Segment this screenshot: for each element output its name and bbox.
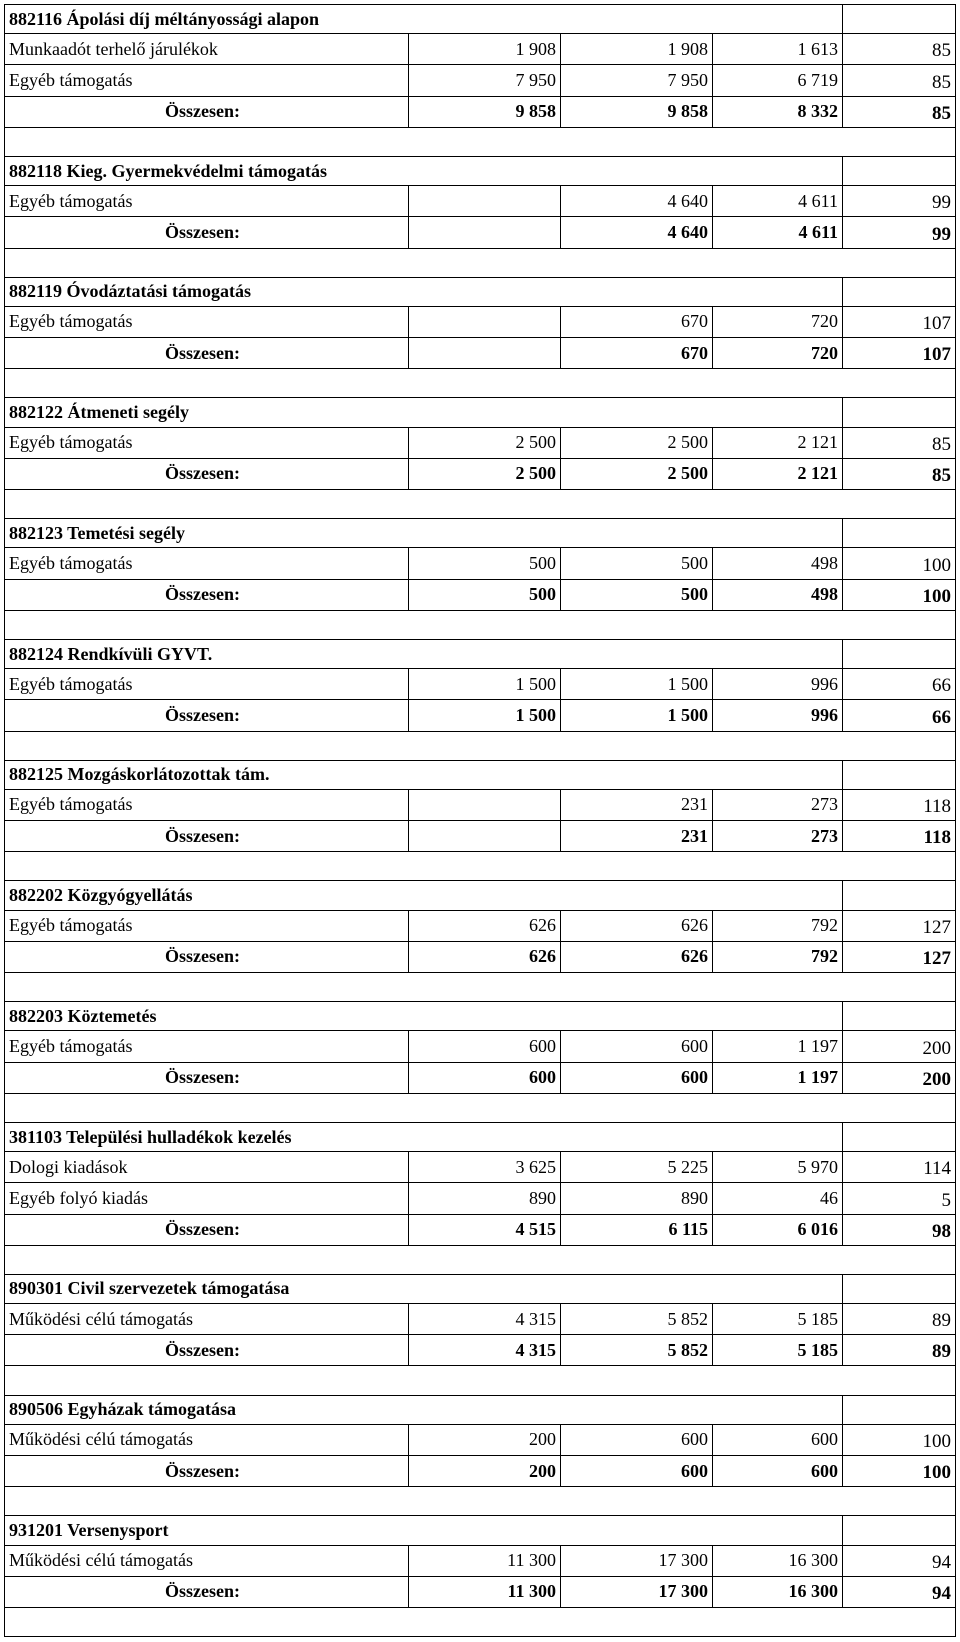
value-cell-v3: 1 197: [713, 1031, 843, 1062]
budget-table-body: [5, 5, 956, 1637]
value-cell-v3: 273: [713, 821, 843, 852]
percent-cell: 114: [843, 1152, 956, 1183]
item-row: [5, 910, 956, 941]
spacer-row: [5, 1366, 956, 1395]
value-cell-v2: 670: [561, 306, 713, 337]
value-cell-v2: 5 852: [561, 1335, 713, 1366]
section-header-row: [5, 639, 956, 668]
value-cell-v3: 600: [713, 1456, 843, 1487]
value-cell-v3: 16 300: [713, 1545, 843, 1576]
percent-cell: 118: [843, 789, 956, 820]
value-cell-v1: 3 625: [409, 1152, 561, 1183]
value-cell-v1: 600: [409, 1031, 561, 1062]
empty-cell: [409, 127, 956, 156]
item-row: [5, 548, 956, 579]
item-row: [5, 789, 956, 820]
section-header-row: [5, 881, 956, 910]
percent-cell: 85: [843, 427, 956, 458]
item-label: Egyéb támogatás: [5, 1031, 409, 1062]
value-cell-v1: 11 300: [409, 1576, 561, 1607]
percent-cell: 100: [843, 1424, 956, 1455]
value-cell-v3: 5 185: [713, 1335, 843, 1366]
empty-cell: [843, 1395, 956, 1424]
percent-cell: 94: [843, 1545, 956, 1576]
section-title: 882124 Rendkívüli GYVT.: [5, 639, 843, 668]
empty-cell: [843, 881, 956, 910]
spacer-row: [5, 1093, 956, 1122]
item-row: [5, 427, 956, 458]
empty-cell: [843, 156, 956, 185]
value-cell-v3: 1 613: [713, 34, 843, 65]
item-row: [5, 306, 956, 337]
item-row: [5, 1304, 956, 1335]
value-cell-v1: 2 500: [409, 427, 561, 458]
value-cell-v2: 626: [561, 910, 713, 941]
empty-cell: [5, 369, 409, 398]
value-cell-v3: 5 970: [713, 1152, 843, 1183]
total-label: Összesen:: [5, 1062, 409, 1093]
value-cell-v3: 8 332: [713, 96, 843, 127]
empty-cell: [409, 248, 956, 277]
section-title: 381103 Települési hulladékok kezelés: [5, 1122, 843, 1151]
section-title: 882202 Közgyógyellátás: [5, 881, 843, 910]
section-header-row: [5, 519, 956, 548]
item-label: Működési célú támogatás: [5, 1424, 409, 1455]
value-cell-v3: 792: [713, 910, 843, 941]
percent-cell: 85: [843, 458, 956, 489]
empty-cell: [409, 852, 956, 881]
empty-cell: [409, 1245, 956, 1274]
section-title: 882122 Átmeneti segély: [5, 398, 843, 427]
section-header-row: [5, 277, 956, 306]
value-cell-v3: 4 611: [713, 217, 843, 248]
spacer-row: [5, 369, 956, 398]
empty-cell: [409, 369, 956, 398]
value-cell-v1: 600: [409, 1062, 561, 1093]
empty-cell: [409, 1607, 956, 1636]
budget-table: [4, 4, 956, 1637]
percent-cell: 99: [843, 186, 956, 217]
section-header-row: [5, 398, 956, 427]
value-cell-v1: 7 950: [409, 65, 561, 96]
value-cell-v3: 4 611: [713, 186, 843, 217]
percent-cell: 107: [843, 306, 956, 337]
value-cell-v1: 9 858: [409, 96, 561, 127]
value-cell-v2: 5 852: [561, 1304, 713, 1335]
percent-cell: 200: [843, 1062, 956, 1093]
total-label: Összesen:: [5, 338, 409, 369]
value-cell-v3: 720: [713, 338, 843, 369]
item-row: [5, 186, 956, 217]
percent-cell: 99: [843, 217, 956, 248]
section-title: 882203 Köztemetés: [5, 1002, 843, 1031]
spacer-row: [5, 610, 956, 639]
empty-cell: [409, 610, 956, 639]
item-label: Egyéb támogatás: [5, 910, 409, 941]
value-cell-v1: 4 315: [409, 1335, 561, 1366]
empty-cell: [843, 519, 956, 548]
section-title: 882119 Óvodáztatási támogatás: [5, 277, 843, 306]
value-cell-v2: 500: [561, 579, 713, 610]
item-row: [5, 1424, 956, 1455]
spacer-row: [5, 973, 956, 1002]
total-label: Összesen:: [5, 700, 409, 731]
value-cell-v2: 1 908: [561, 34, 713, 65]
value-cell-v1: 500: [409, 548, 561, 579]
percent-cell: 89: [843, 1304, 956, 1335]
value-cell-v3: 498: [713, 579, 843, 610]
item-row: [5, 669, 956, 700]
value-cell-v1: [409, 338, 561, 369]
value-cell-v1: 200: [409, 1424, 561, 1455]
percent-cell: 127: [843, 910, 956, 941]
percent-cell: 89: [843, 1335, 956, 1366]
item-label: Működési célú támogatás: [5, 1545, 409, 1576]
section-header-row: [5, 1122, 956, 1151]
empty-cell: [843, 1002, 956, 1031]
spacer-row: [5, 731, 956, 760]
section-header-row: [5, 1002, 956, 1031]
value-cell-v2: 4 640: [561, 217, 713, 248]
value-cell-v2: 1 500: [561, 669, 713, 700]
value-cell-v2: 500: [561, 548, 713, 579]
empty-cell: [5, 127, 409, 156]
total-row: [5, 1062, 956, 1093]
total-row: [5, 821, 956, 852]
section-header-row: [5, 156, 956, 185]
total-label: Összesen:: [5, 941, 409, 972]
percent-cell: 100: [843, 579, 956, 610]
percent-cell: 66: [843, 700, 956, 731]
percent-cell: 98: [843, 1214, 956, 1245]
total-label: Összesen:: [5, 579, 409, 610]
value-cell-v1: 500: [409, 579, 561, 610]
value-cell-v3: 2 121: [713, 427, 843, 458]
empty-cell: [843, 1122, 956, 1151]
value-cell-v3: 792: [713, 941, 843, 972]
item-label: Egyéb támogatás: [5, 186, 409, 217]
empty-cell: [843, 1516, 956, 1545]
value-cell-v1: [409, 217, 561, 248]
empty-cell: [843, 760, 956, 789]
value-cell-v2: 6 115: [561, 1214, 713, 1245]
section-header-row: [5, 1516, 956, 1545]
value-cell-v1: 4 515: [409, 1214, 561, 1245]
total-label: Összesen:: [5, 1456, 409, 1487]
value-cell-v2: 7 950: [561, 65, 713, 96]
value-cell-v3: 6 719: [713, 65, 843, 96]
total-label: Összesen:: [5, 1335, 409, 1366]
total-label: Összesen:: [5, 217, 409, 248]
value-cell-v2: 600: [561, 1424, 713, 1455]
value-cell-v2: 1 500: [561, 700, 713, 731]
item-label: Munkaadót terhelő járulékok: [5, 34, 409, 65]
item-row: [5, 1152, 956, 1183]
empty-cell: [5, 610, 409, 639]
item-label: Egyéb támogatás: [5, 427, 409, 458]
item-label: Dologi kiadások: [5, 1152, 409, 1183]
value-cell-v1: 1 500: [409, 669, 561, 700]
item-label: Működési célú támogatás: [5, 1304, 409, 1335]
section-header-row: [5, 760, 956, 789]
value-cell-v1: 626: [409, 910, 561, 941]
section-title: 890506 Egyházak támogatása: [5, 1395, 843, 1424]
percent-cell: 85: [843, 96, 956, 127]
value-cell-v2: 890: [561, 1183, 713, 1214]
section-title: 890301 Civil szervezetek támogatása: [5, 1274, 843, 1303]
value-cell-v3: 720: [713, 306, 843, 337]
value-cell-v1: [409, 306, 561, 337]
percent-cell: 200: [843, 1031, 956, 1062]
spacer-row: [5, 490, 956, 519]
value-cell-v2: 17 300: [561, 1576, 713, 1607]
value-cell-v3: 498: [713, 548, 843, 579]
total-row: [5, 338, 956, 369]
value-cell-v3: 1 197: [713, 1062, 843, 1093]
item-label: Egyéb támogatás: [5, 669, 409, 700]
value-cell-v1: [409, 186, 561, 217]
value-cell-v2: 2 500: [561, 458, 713, 489]
value-cell-v2: 231: [561, 821, 713, 852]
spacer-row: [5, 1487, 956, 1516]
value-cell-v2: 9 858: [561, 96, 713, 127]
spacer-row: [5, 1607, 956, 1636]
spacer-row: [5, 852, 956, 881]
percent-cell: 66: [843, 669, 956, 700]
empty-cell: [5, 973, 409, 1002]
empty-cell: [843, 639, 956, 668]
value-cell-v1: 2 500: [409, 458, 561, 489]
total-label: Összesen:: [5, 96, 409, 127]
value-cell-v1: 1 908: [409, 34, 561, 65]
total-row: [5, 458, 956, 489]
section-title: 882125 Mozgáskorlátozottak tám.: [5, 760, 843, 789]
percent-cell: 107: [843, 338, 956, 369]
value-cell-v2: 600: [561, 1031, 713, 1062]
section-title: 931201 Versenysport: [5, 1516, 843, 1545]
total-row: [5, 217, 956, 248]
percent-cell: 85: [843, 65, 956, 96]
item-label: Egyéb támogatás: [5, 548, 409, 579]
spacer-row: [5, 1245, 956, 1274]
section-header-row: [5, 1395, 956, 1424]
item-label: Egyéb támogatás: [5, 65, 409, 96]
total-label: Összesen:: [5, 821, 409, 852]
total-row: [5, 1335, 956, 1366]
value-cell-v2: 600: [561, 1456, 713, 1487]
empty-cell: [5, 731, 409, 760]
value-cell-v2: 231: [561, 789, 713, 820]
value-cell-v1: 890: [409, 1183, 561, 1214]
empty-cell: [5, 1245, 409, 1274]
value-cell-v2: 600: [561, 1062, 713, 1093]
empty-cell: [409, 731, 956, 760]
total-row: [5, 96, 956, 127]
value-cell-v2: 626: [561, 941, 713, 972]
item-label: Egyéb folyó kiadás: [5, 1183, 409, 1214]
item-row: [5, 1545, 956, 1576]
total-row: [5, 1456, 956, 1487]
value-cell-v2: 4 640: [561, 186, 713, 217]
total-row: [5, 700, 956, 731]
item-row: [5, 1031, 956, 1062]
section-title: 882116 Ápolási díj méltányossági alapon: [5, 5, 843, 34]
percent-cell: 5: [843, 1183, 956, 1214]
empty-cell: [409, 973, 956, 1002]
empty-cell: [5, 852, 409, 881]
value-cell-v3: 6 016: [713, 1214, 843, 1245]
value-cell-v2: 5 225: [561, 1152, 713, 1183]
empty-cell: [843, 277, 956, 306]
value-cell-v1: [409, 821, 561, 852]
empty-cell: [409, 1487, 956, 1516]
item-row: [5, 34, 956, 65]
total-row: [5, 941, 956, 972]
value-cell-v3: 996: [713, 700, 843, 731]
percent-cell: 100: [843, 548, 956, 579]
total-label: Összesen:: [5, 1214, 409, 1245]
empty-cell: [5, 248, 409, 277]
value-cell-v3: 2 121: [713, 458, 843, 489]
spacer-row: [5, 127, 956, 156]
value-cell-v1: 4 315: [409, 1304, 561, 1335]
percent-cell: 85: [843, 34, 956, 65]
empty-cell: [5, 1487, 409, 1516]
value-cell-v3: 16 300: [713, 1576, 843, 1607]
empty-cell: [5, 1607, 409, 1636]
budget-sheet: [4, 4, 955, 1637]
empty-cell: [5, 490, 409, 519]
item-label: Egyéb támogatás: [5, 789, 409, 820]
value-cell-v3: 5 185: [713, 1304, 843, 1335]
section-title: 882123 Temetési segély: [5, 519, 843, 548]
item-row: [5, 1183, 956, 1214]
empty-cell: [843, 5, 956, 34]
empty-cell: [409, 1093, 956, 1122]
item-row: [5, 65, 956, 96]
empty-cell: [843, 398, 956, 427]
percent-cell: 118: [843, 821, 956, 852]
empty-cell: [5, 1366, 409, 1395]
total-row: [5, 1214, 956, 1245]
total-label: Összesen:: [5, 458, 409, 489]
value-cell-v1: 626: [409, 941, 561, 972]
empty-cell: [409, 1366, 956, 1395]
total-label: Összesen:: [5, 1576, 409, 1607]
value-cell-v1: [409, 789, 561, 820]
value-cell-v3: 46: [713, 1183, 843, 1214]
value-cell-v1: 200: [409, 1456, 561, 1487]
section-header-row: [5, 1274, 956, 1303]
value-cell-v2: 17 300: [561, 1545, 713, 1576]
value-cell-v3: 273: [713, 789, 843, 820]
empty-cell: [409, 490, 956, 519]
empty-cell: [5, 1093, 409, 1122]
value-cell-v1: 11 300: [409, 1545, 561, 1576]
value-cell-v3: 996: [713, 669, 843, 700]
percent-cell: 100: [843, 1456, 956, 1487]
item-label: Egyéb támogatás: [5, 306, 409, 337]
section-header-row: [5, 5, 956, 34]
percent-cell: 94: [843, 1576, 956, 1607]
value-cell-v3: 600: [713, 1424, 843, 1455]
spacer-row: [5, 248, 956, 277]
value-cell-v2: 2 500: [561, 427, 713, 458]
section-title: 882118 Kieg. Gyermekvédelmi támogatás: [5, 156, 843, 185]
total-row: [5, 579, 956, 610]
percent-cell: 127: [843, 941, 956, 972]
total-row: [5, 1576, 956, 1607]
empty-cell: [843, 1274, 956, 1303]
value-cell-v2: 670: [561, 338, 713, 369]
value-cell-v1: 1 500: [409, 700, 561, 731]
